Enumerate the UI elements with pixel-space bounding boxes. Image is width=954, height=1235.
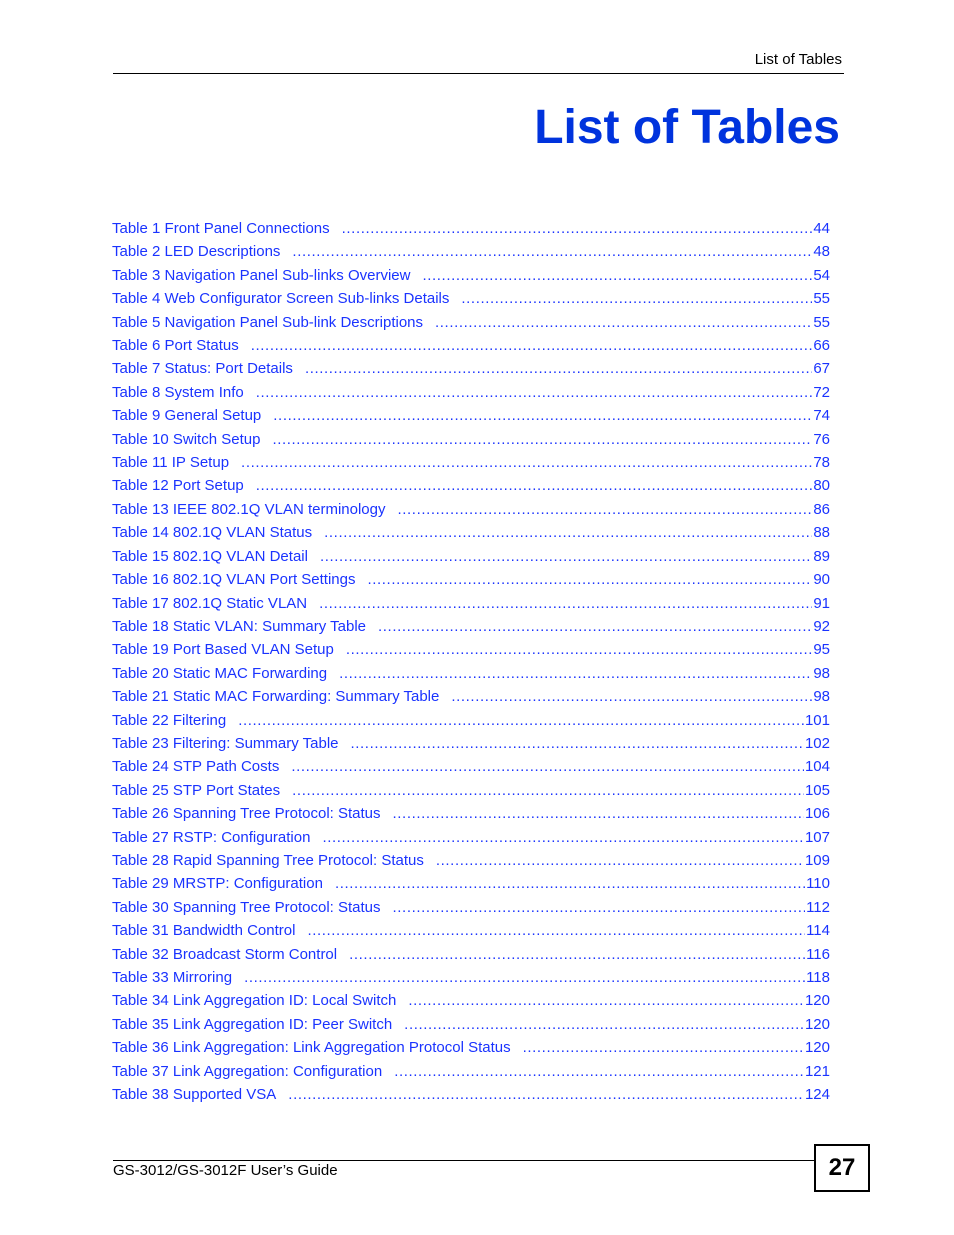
toc-entry-label[interactable]: Table 15 802.1Q VLAN Detail (112, 547, 308, 565)
toc-entry-label[interactable]: Table 19 Port Based VLAN Setup (112, 641, 334, 659)
toc-dot-leader (342, 217, 813, 240)
toc-entry[interactable] (112, 662, 830, 685)
toc-dot-leader (322, 826, 804, 849)
toc-entry[interactable] (112, 381, 830, 404)
toc-dot-leader (292, 240, 812, 263)
toc-entry-label[interactable]: Table 17 802.1Q Static VLAN (112, 594, 308, 612)
toc-entry-label[interactable]: Table 12 Port Setup (112, 477, 244, 495)
toc-entry-page[interactable]: 72 (813, 383, 830, 401)
toc-dot-leader (394, 1060, 804, 1083)
toc-entry-page[interactable]: 80 (813, 477, 830, 495)
toc-dot-leader (351, 732, 804, 755)
toc-entry[interactable] (112, 989, 830, 1012)
toc-dot-leader (346, 638, 813, 661)
toc-entry-label[interactable]: Table 23 Filtering: Summary Table (112, 734, 339, 752)
toc-entry-page[interactable]: 105 (804, 781, 830, 799)
toc-entry-label[interactable]: Table 35 Link Aggregation ID: Peer Switch (112, 1015, 393, 1033)
toc-dot-leader (523, 1036, 804, 1059)
toc-entry-label[interactable]: Table 33 Mirroring (112, 969, 233, 986)
toc-entry[interactable] (112, 755, 830, 778)
toc-dot-leader (408, 989, 804, 1012)
toc-entry-label[interactable]: Table 36 Link Aggregation: Link Aggregation Protocol Status (112, 1039, 511, 1057)
toc-entry-page[interactable]: 110 (806, 875, 830, 893)
toc-entry-label[interactable]: Table 21 Static MAC Forwarding: Summary Table (112, 688, 440, 706)
toc-dot-leader (238, 709, 804, 732)
toc-entry[interactable] (112, 334, 830, 357)
toc-entry-label[interactable]: Table 34 Link Aggregation ID: Local Switch (112, 992, 397, 1010)
toc-dot-leader (273, 404, 812, 427)
toc-entry-label[interactable]: Table 32 Broadcast Storm Control (112, 945, 338, 963)
toc-dot-leader (291, 755, 804, 778)
toc-entry-page[interactable]: 67 (813, 360, 830, 378)
toc-dot-leader (288, 1083, 804, 1106)
toc-dot-leader (256, 474, 813, 497)
table-of-contents (112, 217, 830, 1106)
toc-entry-label[interactable]: Table 4 Web Configurator Screen Sub-links Details (112, 290, 450, 308)
toc-entry[interactable] (112, 826, 830, 849)
toc-entry-page[interactable]: 44 (813, 220, 830, 237)
toc-entry-label[interactable]: Table 9 General Setup (112, 407, 262, 425)
toc-dot-leader (251, 334, 813, 357)
toc-entry-label[interactable]: Table 24 STP Path Costs (112, 758, 280, 776)
toc-entry-label[interactable]: Table 28 Rapid Spanning Tree Protocol: Status (112, 851, 424, 869)
toc-entry[interactable] (112, 428, 830, 451)
toc-entry-page[interactable]: 109 (804, 851, 830, 869)
toc-dot-leader (398, 498, 813, 521)
toc-entry[interactable] (112, 1060, 830, 1083)
toc-dot-leader (349, 943, 805, 966)
toc-entry-label[interactable]: Table 27 RSTP: Configuration (112, 828, 311, 846)
toc-entry-label[interactable]: Table 31 Bandwidth Control (112, 922, 296, 940)
toc-dot-leader (436, 849, 804, 872)
toc-dot-leader (319, 592, 812, 615)
toc-entry-label[interactable]: Table 25 STP Port States (112, 781, 281, 799)
toc-entry[interactable] (112, 545, 830, 568)
toc-entry-label[interactable]: Table 16 802.1Q VLAN Port Settings (112, 571, 356, 589)
toc-entry[interactable] (112, 451, 830, 474)
toc-entry-label[interactable]: Table 14 802.1Q VLAN Status (112, 524, 313, 542)
toc-entry-page[interactable]: 74 (813, 407, 830, 425)
toc-entry-page[interactable]: 88 (813, 524, 830, 542)
toc-entry[interactable] (112, 240, 830, 263)
toc-entry[interactable] (112, 311, 830, 334)
toc-entry[interactable] (112, 592, 830, 615)
toc-dot-leader (241, 451, 812, 474)
toc-dot-leader (393, 802, 804, 825)
toc-entry-page[interactable]: 86 (813, 500, 830, 518)
toc-entry[interactable] (112, 919, 830, 942)
toc-entry-label[interactable]: Table 6 Port Status (112, 337, 239, 355)
toc-entry-label[interactable]: Table 20 Static MAC Forwarding (112, 664, 328, 682)
toc-entry-page[interactable]: 98 (813, 664, 830, 682)
toc-entry-page[interactable]: 78 (813, 454, 830, 472)
toc-entry-page[interactable]: 120 (804, 1039, 830, 1057)
toc-entry-label[interactable]: Table 2 LED Descriptions (112, 243, 281, 261)
toc-entry-label[interactable]: Table 37 Link Aggregation: Configuration (112, 1062, 383, 1080)
page-number: 27 (814, 1144, 870, 1192)
toc-entry[interactable] (112, 802, 830, 825)
toc-entry[interactable] (112, 521, 830, 544)
toc-entry[interactable] (112, 357, 830, 380)
toc-entry[interactable] (112, 615, 830, 638)
toc-entry-label[interactable]: Table 30 Spanning Tree Protocol: Status (112, 898, 381, 916)
toc-entry-page[interactable]: 106 (804, 805, 830, 823)
toc-entry[interactable] (112, 849, 830, 872)
toc-dot-leader (305, 357, 812, 380)
toc-dot-leader (404, 1013, 804, 1036)
toc-entry-page[interactable]: 120 (804, 1015, 830, 1033)
toc-entry-page[interactable]: 116 (806, 945, 830, 963)
toc-entry-label[interactable]: Table 18 Static VLAN: Summary Table (112, 617, 367, 635)
toc-entry[interactable] (112, 896, 830, 919)
toc-entry-page[interactable]: 95 (813, 641, 830, 659)
footer-rule (113, 1160, 815, 1161)
toc-entry[interactable] (112, 638, 830, 661)
toc-dot-leader (435, 311, 812, 334)
toc-entry[interactable] (112, 1083, 830, 1106)
toc-dot-leader (339, 662, 812, 685)
toc-entry-label[interactable]: Table 8 System Info (112, 383, 244, 401)
toc-dot-leader (367, 568, 812, 591)
toc-entry[interactable] (112, 779, 830, 802)
toc-dot-leader (324, 521, 812, 544)
toc-entry-page[interactable]: 90 (813, 571, 830, 589)
toc-entry-page[interactable]: 54 (813, 266, 830, 284)
toc-dot-leader (422, 264, 812, 287)
toc-entry[interactable] (112, 943, 830, 966)
toc-entry-page[interactable]: 98 (813, 688, 830, 706)
toc-entry[interactable] (112, 217, 830, 240)
toc-entry[interactable] (112, 872, 830, 895)
toc-entry-page[interactable]: 55 (813, 313, 830, 331)
footer-guide-title: GS-3012/GS-3012F User’s Guide (113, 1162, 338, 1179)
toc-dot-leader (272, 428, 812, 451)
toc-entry-label[interactable]: Table 10 Switch Setup (112, 430, 261, 448)
toc-entry-label[interactable]: Table 13 IEEE 802.1Q VLAN terminology (112, 500, 386, 518)
toc-entry-page[interactable]: 66 (813, 337, 830, 355)
header-rule (113, 73, 844, 74)
toc-entry-page[interactable]: 102 (804, 734, 830, 752)
toc-dot-leader (393, 896, 806, 919)
toc-entry-page[interactable]: 89 (813, 547, 830, 565)
toc-entry-label[interactable]: Table 11 IP Setup (112, 454, 230, 472)
toc-entry-page[interactable]: 107 (804, 828, 830, 846)
toc-entry-label[interactable]: Table 1 Front Panel Connections (112, 220, 330, 237)
toc-entry-label[interactable]: Table 29 MRSTP: Configuration (112, 875, 323, 893)
toc-entry-page[interactable]: 48 (813, 243, 830, 261)
toc-dot-leader (461, 287, 812, 310)
toc-entry-label[interactable]: Table 3 Navigation Panel Sub-links Overview (112, 266, 411, 284)
toc-entry-page[interactable]: 104 (804, 758, 830, 776)
toc-entry[interactable] (112, 287, 830, 310)
toc-dot-leader (292, 779, 804, 802)
toc-entry-page[interactable]: 92 (813, 617, 830, 635)
toc-dot-leader (378, 615, 812, 638)
running-header: List of Tables (754, 51, 842, 68)
toc-entry-label[interactable]: Table 26 Spanning Tree Protocol: Status (112, 805, 381, 823)
toc-entry-label[interactable]: Table 22 Filtering (112, 711, 227, 729)
toc-entry[interactable] (112, 264, 830, 287)
toc-entry[interactable] (112, 732, 830, 755)
toc-entry[interactable] (112, 568, 830, 591)
toc-entry[interactable] (112, 1036, 830, 1059)
page-title: List of Tables (534, 101, 840, 154)
toc-entry-page[interactable]: 121 (804, 1062, 830, 1080)
toc-dot-leader (256, 381, 813, 404)
toc-entry-label[interactable]: Table 5 Navigation Panel Sub-link Descriptions (112, 313, 424, 331)
toc-dot-leader (320, 545, 812, 568)
toc-entry[interactable] (112, 709, 830, 732)
toc-entry-page[interactable]: 124 (804, 1086, 830, 1104)
toc-dot-leader (335, 872, 805, 895)
toc-entry[interactable] (112, 404, 830, 427)
toc-dot-leader (307, 919, 805, 942)
toc-entry[interactable] (112, 966, 830, 989)
toc-dot-leader (244, 966, 805, 989)
toc-entry-page[interactable]: 76 (813, 430, 830, 448)
toc-entry-page[interactable]: 101 (804, 711, 830, 729)
toc-entry-page[interactable]: 114 (806, 922, 830, 940)
toc-entry-label[interactable]: Table 38 Supported VSA (112, 1086, 277, 1104)
toc-entry[interactable] (112, 498, 830, 521)
toc-entry-label[interactable]: Table 7 Status: Port Details (112, 360, 293, 378)
toc-entry[interactable] (112, 685, 830, 708)
toc-entry-page[interactable]: 120 (804, 992, 830, 1010)
toc-entry-page[interactable]: 118 (806, 969, 830, 986)
toc-dot-leader (451, 685, 812, 708)
toc-entry[interactable] (112, 474, 830, 497)
toc-entry-page[interactable]: 112 (806, 898, 830, 916)
toc-entry[interactable] (112, 1013, 830, 1036)
toc-entry-page[interactable]: 91 (813, 594, 830, 612)
toc-entry-page[interactable]: 55 (813, 290, 830, 308)
